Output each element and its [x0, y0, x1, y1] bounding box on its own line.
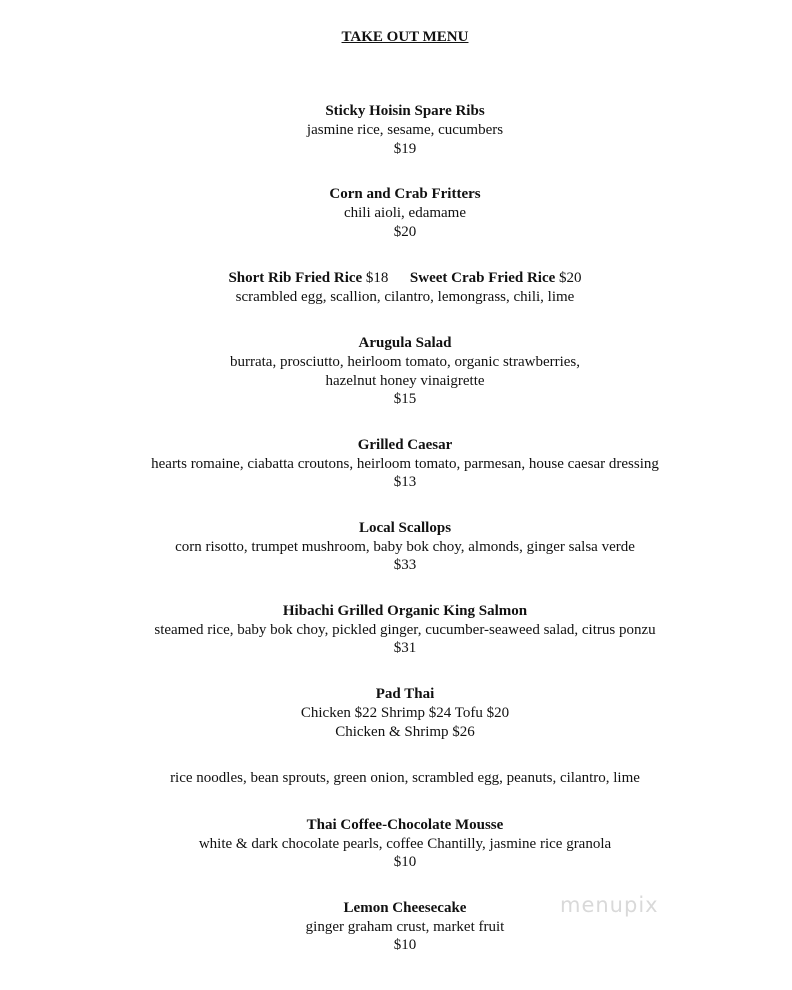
item-description: steamed rice, baby bok choy, pickled ginger, cucumber-seaweed salad, citrus ponzu	[154, 622, 656, 638]
item-description: rice noodles, bean sprouts, green onion, scrambled egg, peanuts, cilantro, lime	[170, 770, 640, 786]
item-description: corn risotto, trumpet mushroom, baby bok choy, almonds, ginger salsa verde	[175, 539, 635, 555]
item-name: Pad Thai	[375, 686, 435, 702]
item-price: $31	[393, 640, 417, 656]
item-description: ginger graham crust, market fruit	[305, 919, 505, 935]
menupix-watermark: menupix	[560, 893, 659, 917]
item-description: scrambled egg, scallion, cilantro, lemongrass, chili, lime	[235, 289, 575, 305]
item-description: chili aioli, edamame	[343, 205, 467, 221]
item-description: white & dark chocolate pearls, coffee Chantilly, jasmine rice granola	[198, 836, 612, 852]
item-price: $10	[393, 854, 417, 870]
item-price: $13	[393, 474, 417, 490]
item-description: hearts romaine, ciabatta croutons, heirloom tomato, parmesan, house caesar dressing	[151, 456, 659, 472]
item-options: Chicken & Shrimp $26	[335, 724, 475, 740]
item-name: Sweet Crab Fried Rice	[409, 270, 556, 286]
item-description: burrata, prosciutto, heirloom tomato, organic strawberries,	[229, 354, 581, 370]
item-name: Grilled Caesar	[357, 437, 453, 453]
item-price: $18	[365, 270, 389, 286]
item-price: $20	[393, 224, 417, 240]
item-options: Chicken $22 Shrimp $24 Tofu $20	[300, 705, 510, 721]
item-price: $19	[393, 141, 417, 157]
fried-rice-line	[0, 269, 792, 287]
item-name: Hibachi Grilled Organic King Salmon	[282, 603, 528, 619]
item-description: hazelnut honey vinaigrette	[325, 373, 485, 389]
item-name: Lemon Cheesecake	[343, 900, 467, 916]
item-name: Local Scallops	[358, 520, 452, 536]
menu-title: TAKE OUT MENU	[341, 29, 469, 45]
item-price: $10	[393, 937, 417, 953]
item-price: $33	[393, 557, 417, 573]
item-price: $20	[559, 270, 582, 286]
item-name: Corn and Crab Fritters	[329, 186, 481, 202]
item-name: Short Rib Fried Rice	[228, 270, 363, 286]
item-name: Thai Coffee-Chocolate Mousse	[306, 817, 504, 833]
item-price: $15	[393, 391, 417, 407]
item-description: jasmine rice, sesame, cucumbers	[306, 122, 504, 138]
item-name: Arugula Salad	[358, 335, 452, 351]
item-name: Sticky Hoisin Spare Ribs	[325, 103, 485, 119]
